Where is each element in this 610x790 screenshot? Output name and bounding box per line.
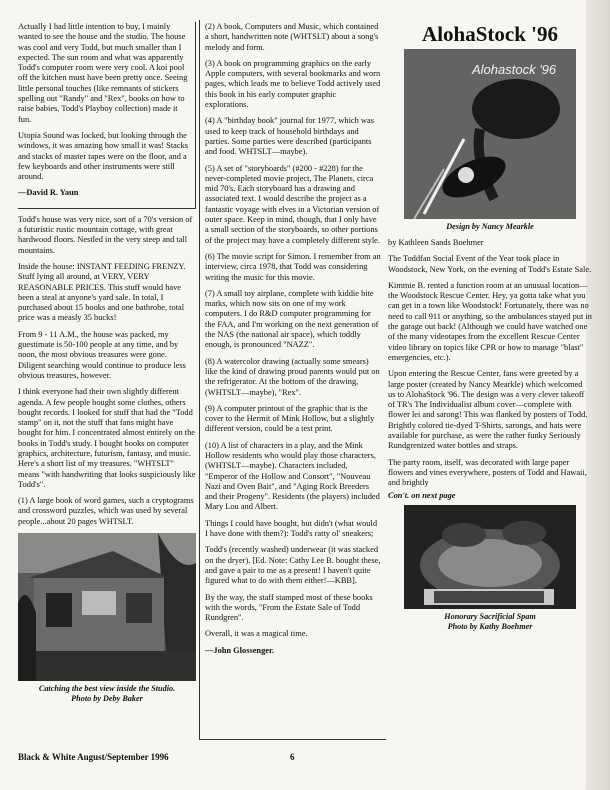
continued-note: Con't. on next page xyxy=(388,490,456,500)
paragraph: Overall, it was a magical time. xyxy=(205,629,308,639)
list-item: (7) A small toy airplane, complete with kiddie bite marks, which now sits on one of my work computers. I do R&D computer programming for the FAA, and I'm working on the next generation of the NAS (the national air space), which toddly enough, is pronounced "NAZZ". xyxy=(205,288,379,350)
list-item: (3) A book on programming graphics on the early Apple computers, with several bookmarks and worn pages, which leads me to believe Todd actively used this book in his early computer graphic explorations. xyxy=(205,58,381,110)
column-right xyxy=(388,22,592,638)
paragraph: From 9 - 11 A.M., the house was packed, my guestimate is 50-100 people at any time, and by noon, the most obvious treasures were gone. Diligent searching would continue to produce less obvious treasures, however. xyxy=(18,329,186,380)
yaun-story-box xyxy=(18,22,196,209)
spam-photo xyxy=(404,505,576,609)
article-headline: AlohaStock '96 xyxy=(422,22,558,46)
list-item: (4) A "birthday book" journal for 1977, which was used to keep track of household birthdays and parties. Some parties were described (participants and food. WHTSLT—maybe). xyxy=(205,116,374,157)
paragraph: (1) A large book of word games, such a cryptograms and crossword puzzles, which was used by several people...about 20 pages WHTSLT. xyxy=(18,496,194,526)
list-item: (6) The movie script for Simon. I remember from an interview, circa 1978, that Todd was considering writing the music for this movie. xyxy=(205,251,381,282)
paragraph: Todd's (recently washed) underwear (it was stacked on the dryer). [Ed. Note: Cathy Lee B. bought these, and gave a pair to me as a present! I haven't quite figured what to do with them either!—KBB]. xyxy=(205,545,381,586)
paragraph: By the way, the staff stamped most of these books with the words, "From the Estate Sale of Todd Rundgren". xyxy=(205,592,373,623)
column-left xyxy=(18,22,196,710)
list-item: (8) A watercolor drawing (actually some smears) like the kind of drawing proud parents would put on the refrigerator. At the bottom of the drawing, (WHTSLT—maybe), "Rex". xyxy=(205,356,380,397)
page-number: 6 xyxy=(290,752,295,762)
paragraph: Inside the house: INSTANT FEEDING FRENZY. Stuff lying all around, at VERY, VERY REASONABLE PRICES. This stuff would have been a steal at anyone's yard sale. In total, I purchased about 15 books and one bathrobe, total price was a measly 35 bucks! xyxy=(18,261,186,323)
column-middle xyxy=(205,22,381,662)
poster-title: Alohastock '96 xyxy=(472,62,557,77)
photo-caption xyxy=(18,684,196,704)
photo-caption xyxy=(388,612,592,632)
studio-photo xyxy=(18,533,196,681)
byline: by Kathleen Sands Boehmer xyxy=(388,238,484,247)
paragraph: Things I could have bought, but didn't (what would I have done with them?): Todd's ratty ol' sneakers; xyxy=(205,518,378,539)
author-signature: —John Glossenger. xyxy=(205,645,275,655)
spam-photo-image xyxy=(404,505,576,609)
paragraph: Utopia Sound was locked, but looking through the windows, it was amazing how small it was! Stacks and stacks of master tapes were on the floor, and a few keyboards and other instruments were still around. xyxy=(18,130,189,182)
paragraph: Kimmie B. rented a function room at an unusual location—the Woodstock Rescue Center. Hey, ya gotta take what you can get in a town like Woodstock! Fortunately, there was no need to call 911 or anything, so the ambulances stayed put in the garage out back! (Although we could have watched one of the many videotapes from the excellent Rescue Center video library on topics like CPR or how to manage "blast" emergencies, etc.). xyxy=(388,280,592,362)
photo-credit: Photo by Deby Baker xyxy=(71,694,143,704)
list-item: (10) A list of characters in a play, and the Mink Hollow residents who would play those characters, (WHTSLT—maybe). Characters included, "Emperor of the Hollow and Consort", "Nouveau Nazi and Oven Bait", and "Aging Rock Breeders and their Progeny". Residents (the players) included Mary Lou and Albert. xyxy=(205,440,380,512)
list-item: (9) A computer printout of the graphic that is the cover to the Hermit of Mink Hollow, but a slightly different version, could be a test print. xyxy=(205,403,375,434)
paragraph: Todd's house was very nice, sort of a 70's version of a futuristic rustic mountain cottage, with great hardwood floors. Nestled in the very steep and tall mountains. xyxy=(18,214,193,255)
paragraph: Upon entering the Rescue Center, fans were greeted by a large poster (created by Nancy Mearkle) which welcomed us to AlohaStock '96. The design was a very clever takeoff of TR's The Individualist album cover—complete with flower lei and sarong! This was flanked by posters of Todd. Brightly colored tie-dyed T-Shirts, sarongs, and hats were available for purchase, as were the rather funky Seriously Rundgrenized water bottles and straps. xyxy=(388,369,588,451)
author-signature: —David R. Yaun xyxy=(18,188,79,198)
list-item: (2) A book, Computers and Music, which contained a short, handwritten note (WHTSLT) about a song's melody and form. xyxy=(205,22,379,52)
studio-photo-image xyxy=(18,533,196,681)
list-item: (5) A set of "storyboards" (#200 - #228) for the never-completed movie project, The Planets, circa mid 70's. Each storyboard has a drawing and associated text. I would describe the project as a fantastic voyage with elves in a Victorian version of outer space. Keep in mind, though, that I only have a small section of the storyboards, so other portions of the project may have a completely different style. xyxy=(205,163,380,245)
paragraph: The Toddfan Social Event of the Year took place in Woodstock, New York, on the evening of Todd's Estate Sale. xyxy=(388,254,592,274)
caption-text: Honorary Sacrificial Spam xyxy=(444,611,536,621)
paragraph: Actually I had little intention to buy, I mainly wanted to see the house and the studio. The house was cool and very Todd, but much smaller than I expected. The sun room and what was apparently Todd's computer room were very cool. A koi pool off the kitchen must have been pretty once. Seeing little personal touches (like remnants of stickers spelling out "Randy" and "Rex", books on how to raise babies, Todd's Playboy collection) made it fun. xyxy=(18,22,188,124)
footer-publication: Black & White August/September 1996 xyxy=(18,752,169,762)
paragraph: The party room, itself, was decorated with large paper flowers and vines everywhere, posters of Todd and Hawaii, and brightly xyxy=(388,457,587,488)
caption-text: Catching the best view inside the Studio. xyxy=(38,684,176,694)
design-credit: Design by Nancy Mearkle xyxy=(446,222,534,231)
alohastock-poster xyxy=(404,49,576,219)
paragraph: I think everyone had their own slightly different agenda. A few people bought some clothes, others bought records. I looked for stuff that had the "Todd stamp" on it, not the stuff that fans might have bought for him. I concentrated almost entirely on the books in Todd's study. I bought books on computer graphics, architecture, futurism, fantasy, and music. Here's a short list of my treasures. "WHTSLT" means "with handwriting that looks suspiciously like Todd's". xyxy=(18,387,196,489)
photo-credit: Photo by Kathy Boehmer xyxy=(447,621,533,631)
